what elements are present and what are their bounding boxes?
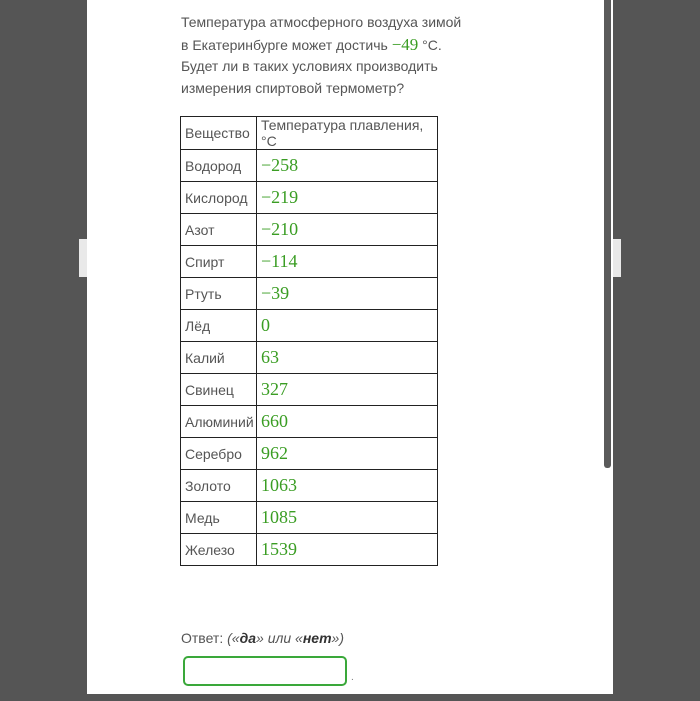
substance-cell: Кислород [181, 182, 257, 214]
answer-label-prefix: Ответ: [181, 630, 228, 646]
scrollbar[interactable] [604, 0, 611, 468]
column-header-substance: Вещество [181, 117, 257, 150]
melting-point-cell: −219 [257, 182, 438, 214]
substance-cell: Лёд [181, 310, 257, 342]
substance-cell: Железо [181, 534, 257, 566]
table-row [181, 374, 438, 406]
right-side-tab [613, 239, 621, 277]
answer-label [181, 630, 344, 646]
answer-hint-open: (« [227, 630, 240, 646]
question-line-1: Температура атмосферного воздуха зимой [181, 14, 462, 30]
question-line-3: Будет ли в таких условиях производить [181, 58, 438, 74]
substance-cell: Алюминий [181, 406, 257, 438]
substance-cell: Спирт [181, 246, 257, 278]
answer-hint-close: ») [331, 630, 344, 646]
melting-point-cell: 1085 [257, 502, 438, 534]
melting-point-table [180, 116, 438, 566]
question-line-2 [181, 34, 481, 57]
left-side-tab [79, 239, 87, 277]
melting-point-cell: −114 [257, 246, 438, 278]
substance-cell: Водород [181, 150, 257, 182]
melting-point-cell: 962 [257, 438, 438, 470]
answer-hint-yes: да [239, 630, 257, 646]
table-row [181, 278, 438, 310]
temperature-value: −49 [391, 34, 419, 54]
melting-point-cell: 1539 [257, 534, 438, 566]
table-row [181, 406, 438, 438]
table-row [181, 342, 438, 374]
substance-cell: Медь [181, 502, 257, 534]
melting-point-cell: −39 [257, 278, 438, 310]
substance-cell: Калий [181, 342, 257, 374]
question-line-2-prefix: в Екатеринбурге может достичь [181, 36, 392, 53]
melting-point-cell: 63 [257, 342, 438, 374]
table-row [181, 470, 438, 502]
question-text [181, 12, 481, 99]
answer-hint-mid: » или « [256, 630, 303, 646]
melting-point-cell: 0 [257, 310, 438, 342]
table-row [181, 438, 438, 470]
substance-cell: Ртуть [181, 278, 257, 310]
column-header-melting-point: Температура плавления, °C [257, 117, 438, 150]
substance-cell: Серебро [181, 438, 257, 470]
substance-cell: Азот [181, 214, 257, 246]
table-row [181, 182, 438, 214]
answer-trailing-dot: . [351, 672, 354, 683]
question-line-4: измерения спиртовой термометр? [181, 79, 405, 96]
table-row [181, 246, 438, 278]
table-row [181, 502, 438, 534]
melting-point-cell: −210 [257, 214, 438, 246]
answer-input[interactable] [183, 656, 347, 686]
melting-point-cell: −258 [257, 150, 438, 182]
table-row [181, 310, 438, 342]
temperature-unit: °C. [418, 36, 442, 53]
table-row [181, 534, 438, 566]
substance-cell: Свинец [181, 374, 257, 406]
answer-hint-no: нет [302, 630, 332, 646]
melting-point-cell: 660 [257, 406, 438, 438]
table-row [181, 150, 438, 182]
table-row [181, 214, 438, 246]
melting-point-cell: 1063 [257, 470, 438, 502]
table-header-row [181, 117, 438, 150]
melting-point-cell: 327 [257, 374, 438, 406]
substance-cell: Золото [181, 470, 257, 502]
